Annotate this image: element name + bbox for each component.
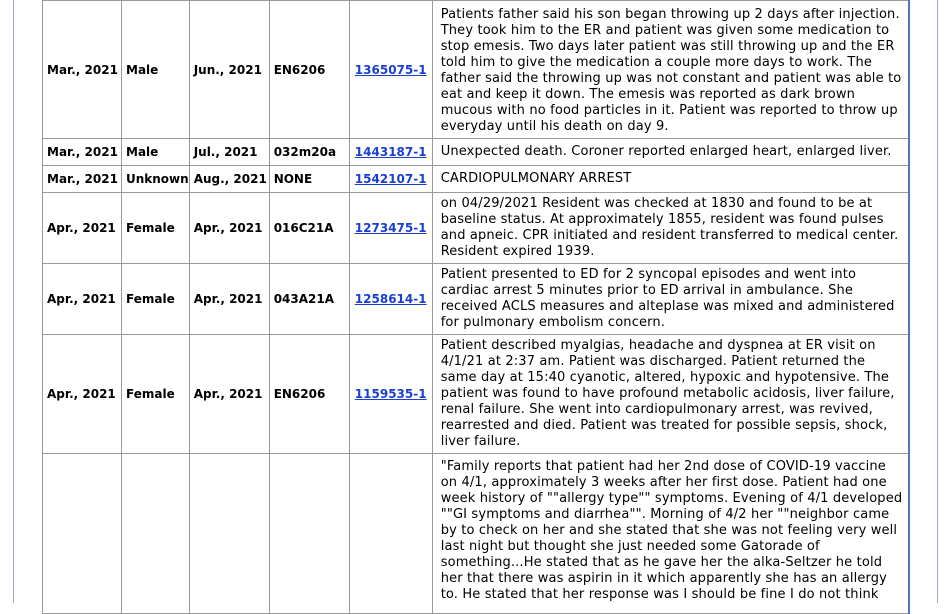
lot-number-cell: [270, 454, 350, 614]
description-cell: Patient presented to ED for 2 syncopal episodes and went into cardiac arrest 5 minutes prior to ED arrival in ambulance. She received ACLS measures and alteplase was mixed and administered for pulmonary embolism concern.: [433, 264, 908, 335]
table-row: [43, 193, 908, 264]
vaers-id-link[interactable]: 1273475-1: [354, 221, 427, 235]
vaers-id-cell: [350, 0, 433, 139]
table-row: [43, 0, 908, 139]
onset-date-cell: Apr., 2021: [190, 264, 270, 335]
table-row: [43, 139, 908, 166]
onset-date-cell: Apr., 2021: [190, 335, 270, 454]
table-row: [43, 264, 908, 335]
lot-number-cell: 016C21A: [270, 193, 350, 264]
received-date-cell: Mar., 2021: [43, 139, 122, 166]
table-row: [43, 335, 908, 454]
onset-date-cell: Aug., 2021: [190, 166, 270, 193]
onset-date-cell: Jul., 2021: [190, 139, 270, 166]
page-frame-left-edge: [13, 0, 14, 603]
description-cell: Unexpected death. Coroner reported enlarged heart, enlarged liver.: [433, 139, 908, 166]
vaers-id-link[interactable]: 1443187-1: [354, 145, 427, 159]
received-date-cell: Mar., 2021: [43, 0, 122, 139]
sex-cell: Male: [122, 0, 190, 139]
vaers-id-link[interactable]: 1159535-1: [354, 387, 427, 401]
description-cell: CARDIOPULMONARY ARREST: [433, 166, 908, 193]
description-cell: "Family reports that patient had her 2nd dose of COVID-19 vaccine on 4/1, approximately 3 weeks after her first dose. Patient had one week history of ""allergy type"" symptoms. Evening of 4/1 developed ""GI symptoms and diarrhea"". Morning of 4/2 her ""neighbor came by to check on her and she stated that she was not feeling very well last night but thought she just needed some Gatorade of something...He stated that as he gave her the alka-Seltzer he told her that there was aspirin in it which apparently she has an allergy to. He stated that her response was I should be fine I do not think: [433, 454, 908, 614]
vaers-report-table: [42, 0, 910, 614]
vaers-id-link[interactable]: 1542107-1: [354, 172, 427, 186]
table-row: [43, 166, 908, 193]
sex-cell: Unknown: [122, 166, 190, 193]
received-date-cell: Apr., 2021: [43, 264, 122, 335]
onset-date-cell: Jun., 2021: [190, 0, 270, 139]
sex-cell: Female: [122, 193, 190, 264]
vaers-id-cell: [350, 264, 433, 335]
received-date-cell: [43, 454, 122, 614]
vaers-id-cell: [350, 139, 433, 166]
vaers-id-cell: [350, 335, 433, 454]
sex-cell: [122, 454, 190, 614]
onset-date-cell: Apr., 2021: [190, 193, 270, 264]
sex-cell: Female: [122, 335, 190, 454]
received-date-cell: Apr., 2021: [43, 193, 122, 264]
sex-cell: Male: [122, 139, 190, 166]
lot-number-cell: 043A21A: [270, 264, 350, 335]
lot-number-cell: 032m20a: [270, 139, 350, 166]
description-cell: on 04/29/2021 Resident was checked at 1830 and found to be at baseline status. At approximately 1855, resident was found pulses and apneic. CPR initiated and resident transferred to medical center. Resident expired 1939.: [433, 193, 908, 264]
table-row: [43, 454, 908, 614]
received-date-cell: Mar., 2021: [43, 166, 122, 193]
description-cell: Patients father said his son began throwing up 2 days after injection. They took him to the ER and patient was given some medication to stop emesis. Two days later patient was still throwing up and the ER told him to give the medication a couple more days to work. The father said the throwing up was not constant and patient was able to eat and keep it down. The emesis was reported as dark brown mucous with no food particles in it. Patient was reported to throw up everyday until his death on day 9.: [433, 0, 908, 139]
received-date-cell: Apr., 2021: [43, 335, 122, 454]
vaers-id-link[interactable]: 1258614-1: [354, 292, 427, 306]
lot-number-cell: EN6206: [270, 335, 350, 454]
onset-date-cell: [190, 454, 270, 614]
sex-cell: Female: [122, 264, 190, 335]
vaers-id-cell: [350, 454, 433, 614]
vaers-id-cell: [350, 193, 433, 264]
page-frame-right-edge: [937, 0, 938, 603]
lot-number-cell: NONE: [270, 166, 350, 193]
lot-number-cell: EN6206: [270, 0, 350, 139]
vaers-id-cell: [350, 166, 433, 193]
description-cell: Patient described myalgias, headache and dyspnea at ER visit on 4/1/21 at 2:37 am. Patient was discharged. Patient returned the same day at 15:40 cyanotic, altered, hypoxic and hypotensive. The patient was found to have profound metabolic acidosis, liver failure, renal failure. She went into cardiopulmonary arrest, was revived, rearrested and died. Patient was treated for possible sepsis, shock, liver failure.: [433, 335, 908, 454]
vaers-id-link[interactable]: 1365075-1: [354, 62, 427, 77]
